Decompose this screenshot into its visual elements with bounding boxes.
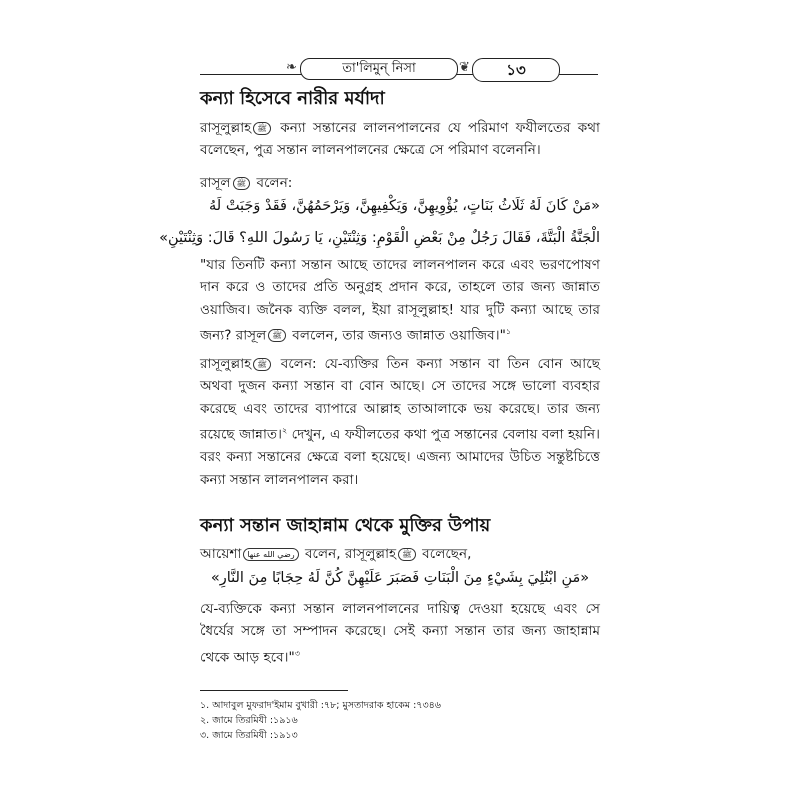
footnote-ref-3: ৩: [294, 648, 300, 658]
para3-text-b: বলেন: যে-ব্যক্তির তিন কন্যা সন্তান বা তিন বোন আছে অথবা দুজন কন্যা সন্তান বা বোন আছে। সে তাদের সঙ্গে ভালো ব্যবহার করেছে এবং তাদের ব্যাপারে আল্লাহ তাআলাকে ভয় করেছে। তার জন্য রয়েছে জান্নাত।: [200, 356, 600, 443]
intro-text-a: আয়েশা: [200, 546, 242, 562]
para3-text-c: দেখুন, এ ফযীলতের কথা পুত্র সন্তানের বেলায় বলা হয়নি। বরং কন্যা সন্তানের ক্ষেত্রে বলা হয়েছে। এজন্য আমাদের উচিত সন্তুষ্টচিত্তে কন্যা সন্তান লালনপালন করা।: [200, 426, 600, 488]
intro-text-b: বলেন, রাসূলুল্লাহ: [304, 546, 397, 562]
salutation-badge: ﷺ: [268, 329, 286, 342]
salutation-badge: ﷺ: [398, 548, 416, 561]
salutation-badge: ﷺ: [253, 358, 271, 371]
footnote-3: ৩. জামে তিরমিযী :১৯১৩: [200, 730, 298, 741]
intro-text-c: বলেছেন,: [422, 546, 472, 562]
para2-text-b: বলেন:: [256, 175, 293, 191]
salutation-badge: ﷺ: [233, 177, 251, 190]
arabic-hadith-salvation: «مَنِ ابْتُلِيَ بِشَيْءٍ مِنَ الْبَنَاتِ فَصَبَرَ عَلَيْهِنَّ كُنَّ لَهُ حِجَابًا مِنَ النَّارِ»: [210, 570, 590, 586]
running-title: তা'লিমুন্ নিসা: [300, 58, 458, 80]
header-ornament-left: ❧: [286, 60, 297, 75]
radiallahu-badge: رضي الله عنها: [243, 548, 298, 561]
quote-text-a: "যার তিনটি কন্যা সন্তান আছে তাদের লালনপালন করে এবং ভরণপোষণ দান করে ও তাদের প্রতি অনুগ্রহ প্রদান করে, তাহলে তার জন্য জান্নাত ওয়াজিব। জনৈক ব্যক্তি বলল, ইয়া রাসূলুল্লাহ! যার দুটি কন্যা আছে তার জন্য? রাসূল: [200, 257, 600, 344]
para2-text-a: রাসূল: [200, 175, 231, 191]
header-ornament-right: ❦: [459, 60, 470, 75]
footnote-2: ২. জামে তিরমিযী :১৯১৬: [200, 715, 298, 726]
section-heading-daughter-dignity: কন্যা হিসেবে নারীর মর্যাদা: [200, 88, 385, 109]
footnote-ref-1: ১: [505, 327, 512, 337]
para1-text-a: রাসূলুল্লাহ: [200, 120, 252, 136]
section-heading-salvation: কন্যা সন্তান জাহান্নাম থেকে মুক্তির উপায়: [200, 515, 491, 536]
paragraph-rasul-said: [200, 172, 600, 194]
para3-text-a: রাসূলুল্লাহ: [200, 356, 252, 372]
salutation-badge: ﷺ: [253, 122, 271, 135]
paragraph-aisha-said: [200, 543, 600, 565]
arabic-hadith-line-1: «مَنْ كَانَ لَهُ ثَلَاثُ بَنَاتٍ، يُؤْوِيهِنَّ، وَيَكْفِيهِنَّ، وَيَرْحَمُهُنَّ، فَقَدْ وَجَبَتْ لَهُ: [209, 198, 600, 214]
hadith-translation: [200, 254, 600, 347]
para1-text-b: কন্যা সন্তানের লালনপালনের যে পরিমাণ ফযীলতের কথা বলেছেন, পুত্র সন্তান লালনপালনের ক্ষেত্রে সে পরিমাণ বলেননি।: [200, 120, 600, 159]
translation-text: যে-ব্যক্তিকে কন্যা সন্তান লালনপালনের দায়িত্ব দেওয়া হয়েছে এবং সে ধৈর্যের সঙ্গে তা সম্পাদন করেছে। সেই কন্যা সন্তান তার জন্য জাহান্নাম থেকে আড় হবে।": [200, 601, 600, 666]
arabic-hadith-line-2: الْجَنَّةُ الْبَتَّةَ، فَقَالَ رَجُلٌ مِنْ بَعْضِ الْقَوْمِ: وَثِنْتَيْنِ، يَا رَسُولَ اللهِ؟ قَالَ: وَثِنْتَيْنِ»: [159, 230, 600, 246]
paragraph-intro: [200, 117, 600, 162]
footnote-ref-2: ২: [281, 426, 288, 436]
salvation-translation: [200, 598, 600, 669]
footnote-1: ১. আদাবুল মুফরাদ'ইমাম বুখারী :৭৮; মুসতাদরাক হাকেম :৭৩৪৬: [200, 700, 441, 711]
page-number: ১৩: [472, 58, 560, 82]
quote-text-b: বললেন, তার জন্যও জান্নাত ওয়াজিব।": [292, 327, 506, 344]
footnote-rule: [200, 690, 348, 691]
paragraph-three-daughters: [200, 353, 600, 491]
